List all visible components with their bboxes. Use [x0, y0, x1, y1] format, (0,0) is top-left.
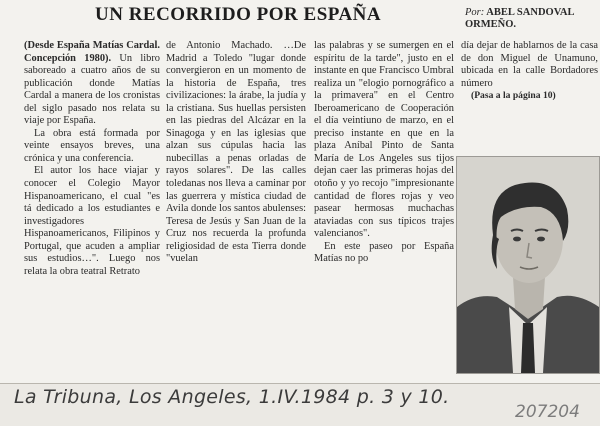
- column-4: [461, 40, 598, 103]
- column-2: [166, 40, 306, 266]
- dateline: (Desde España Matías Cardal. Concepción 1980).: [24, 40, 160, 64]
- paragraph: las palabras y se sumergen en el espíritu de la tarde", justo en el instante en que Francisco Umbral realiza un "elogio pornográfico a la primavera" en el Centro Iberoamericano de Cooperación el día veintiuno de marzo, en el preciso instante en que en la plaza Aníbal Pinto de Santa María de Los Angeles sus tijos dejan caer las primeras hojas del otoño y yo recojo "impresionante cantidad de flores rojas y veo pasear hermosas muchachas ataviadas con sus típicos trajes valencianos".: [314, 40, 454, 240]
- paragraph: En este paseo por España Matías no po: [314, 240, 454, 265]
- paragraph: La obra está formada por veinte ensayos breves, una crónica y una conferencia.: [24, 127, 160, 164]
- paragraph: día dejar de hablarnos de la casa de don Miguel de Unamuno, ubicada en la calle Bordadores número: [461, 40, 598, 89]
- clipping-edge: [0, 383, 600, 384]
- author-portrait: [456, 156, 600, 374]
- byline: [465, 7, 600, 30]
- paragraph: El autor los hace viajar y conocer el Colegio Mayor Hispanoamericano, el cual "es tá dedicado a los estudiantes e investigadores Hispanoamericanos, Filipinos y Portugal, que acuden a ampliar sus estudios…". Luego nos relata la obra teatral Retrato: [24, 165, 160, 277]
- archive-number: 207204: [515, 402, 580, 422]
- paragraph: [24, 40, 160, 128]
- paragraph: de Antonio Machado. …De Madrid a Toledo "lugar donde convergieron en un momento de la historia de España, tres civilizaciones: la árabe, la judía y la cristiana. Sus huellas persisten en las piedras del Alcázar en la Sinagoga y en las iglesias que alzan sus cúpulas hacia las nubecillas a penas orladas de rayos solares". De las calles toledanas nos lleva a caminar por las guerrera y mística ciudad de Avila donde los santos abulenses: Teresa de Jesús y San Juan de la Cruz nos recuerda la profunda religiosidad de esta Tierra donde "vuelan: [166, 40, 306, 265]
- byline-prefix: Por:: [465, 7, 485, 18]
- portrait-drawing: [457, 157, 599, 373]
- headline: UN RECORRIDO POR ESPAÑA: [95, 4, 382, 25]
- handwritten-source-note: La Tribuna, Los Angeles, 1.IV.1984 p. 3 y 10.: [14, 386, 450, 408]
- continuation-note: (Pasa a la página 10): [471, 90, 556, 102]
- column-1: [24, 40, 160, 278]
- paragraph-text: Un libro saboreado a cuatro años de su publicación donde Matías Cardal a manera de los cronistas del siglo pasado nos relata su viaje por España.: [24, 52, 161, 127]
- column-3: [314, 40, 454, 266]
- byline-name: ABEL SANDOVAL ORMEÑO.: [465, 7, 574, 30]
